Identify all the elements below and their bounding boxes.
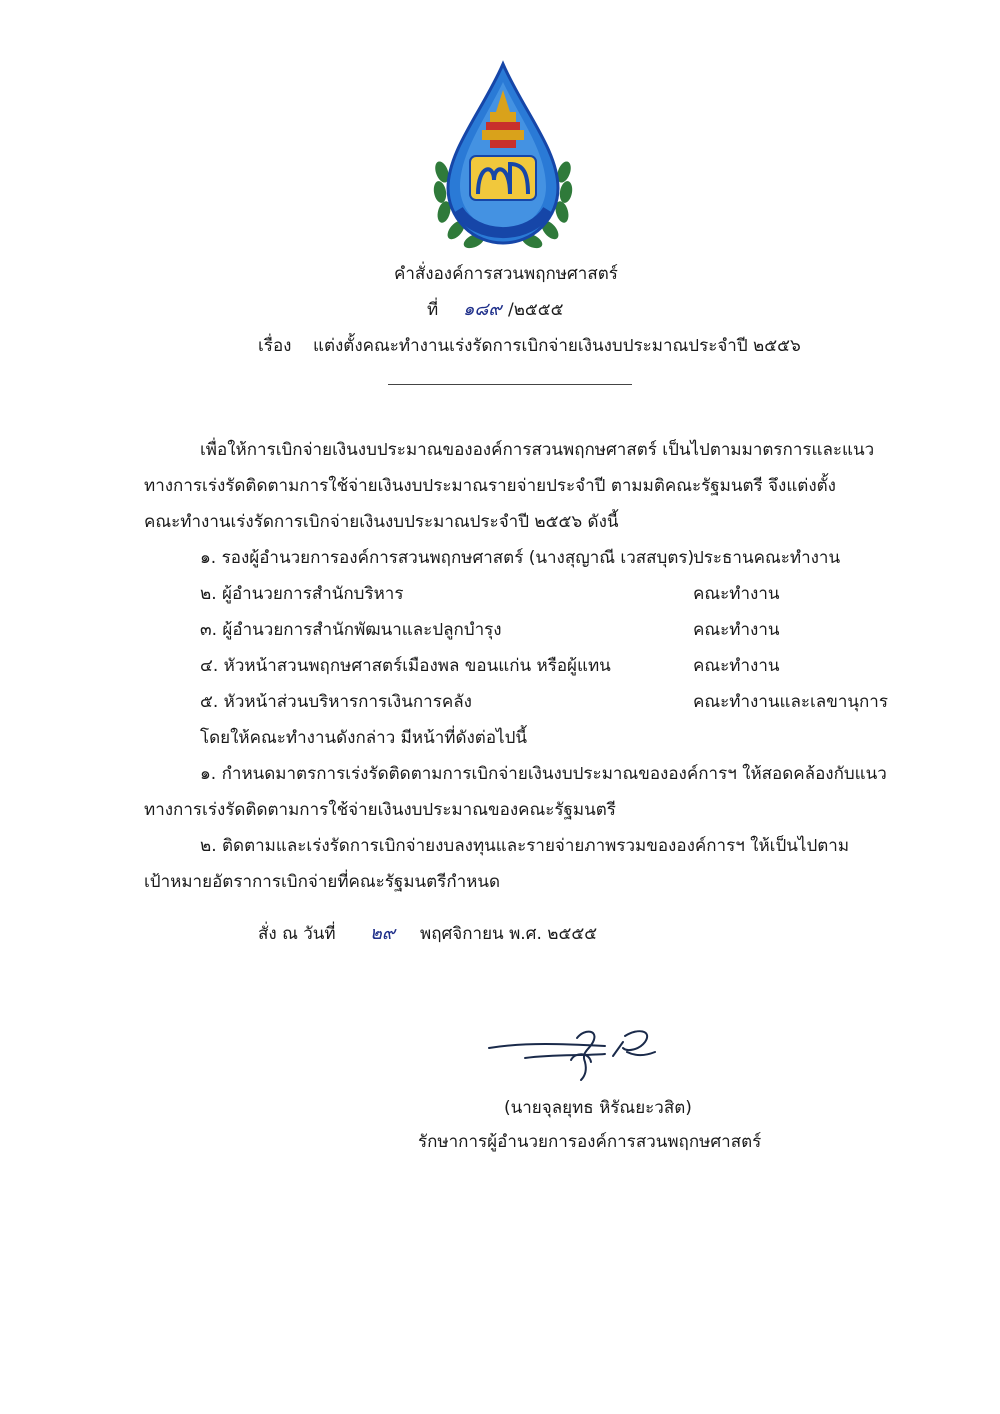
order-number-year: /๒๕๕๕	[508, 300, 564, 320]
member-3: ๓. ผู้อำนวยการสำนักพัฒนาและปลูกบำรุง	[200, 620, 502, 640]
signer-name: (นายจุลยุทธ หิรัณยะวสิต)	[504, 1098, 692, 1118]
duty-1-line-2: ทางการเร่งรัดติดตามการใช้จ่ายเงินงบประมาณของคณะรัฐมนตรี	[144, 800, 616, 820]
signer-position: รักษาการผู้อำนวยการองค์การสวนพฤกษศาสตร์	[418, 1132, 762, 1152]
duty-2-line-2: เป้าหมายอัตราการเบิกจ่ายที่คณะรัฐมนตรีกำหนด	[144, 872, 501, 892]
subject-label: เรื่อง	[258, 336, 292, 356]
date-prefix: สั่ง ณ วันที่	[258, 924, 336, 944]
date-month-year: พฤศจิกายน พ.ศ. ๒๕๕๕	[420, 924, 598, 944]
member-3-role: คณะทำงาน	[693, 620, 780, 640]
intro-line-3: คณะทำงานเร่งรัดการเบิกจ่ายเงินงบประมาณประจำปี ๒๕๕๖ ดังนี้	[144, 512, 619, 532]
header-divider	[388, 384, 632, 385]
member-1: ๑. รองผู้อำนวยการองค์การสวนพฤกษศาสตร์ (นางสุญาณี เวสสบุตร)	[200, 548, 695, 568]
intro-line-2: ทางการเร่งรัดติดตามการใช้จ่ายเงินงบประมาณรายจ่ายประจำปี ตามมติคณะรัฐมนตรี จึงแต่งตั้ง	[144, 476, 836, 496]
date-day-handwritten: ๒๙	[370, 923, 396, 944]
member-2: ๒. ผู้อำนวยการสำนักบริหาร	[200, 584, 404, 604]
member-1-role: ประธานคณะทำงาน	[693, 548, 841, 568]
handwritten-signature	[485, 1022, 675, 1084]
monogram-icon	[470, 156, 536, 200]
duty-1-line-1: ๑. กำหนดมาตรการเร่งรัดติดตามการเบิกจ่ายเงินงบประมาณขององค์การฯ ให้สอดคล้องกับแนว	[200, 764, 887, 784]
intro-line-1: เพื่อให้การเบิกจ่ายเงินงบประมาณขององค์การสวนพฤกษศาสตร์ เป็นไปตามมาตรการและแนว	[200, 440, 875, 460]
order-number-handwritten: ๑๘๙	[463, 299, 502, 320]
emblem-logo	[428, 60, 578, 252]
member-4: ๔. หัวหน้าสวนพฤกษศาสตร์เมืองพล ขอนแก่น หรือผู้แทน	[200, 656, 611, 676]
subject-text: แต่งตั้งคณะทำงานเร่งรัดการเบิกจ่ายเงินงบประมาณประจำปี ๒๕๕๖	[313, 336, 801, 356]
duties-intro: โดยให้คณะทำงานดังกล่าว มีหน้าที่ดังต่อไปนี้	[200, 728, 528, 748]
member-4-role: คณะทำงาน	[693, 656, 780, 676]
order-number-label: ที่	[427, 300, 439, 320]
member-2-role: คณะทำงาน	[693, 584, 780, 604]
order-title: คำสั่งองค์การสวนพฤกษศาสตร์	[394, 264, 618, 284]
member-5-role: คณะทำงานและเลขานุการ	[693, 692, 888, 712]
member-5: ๕. หัวหน้าส่วนบริหารการเงินการคลัง	[200, 692, 472, 712]
duty-2-line-1: ๒. ติดตามและเร่งรัดการเบิกจ่ายงบลงทุนและรายจ่ายภาพรวมขององค์การฯ ให้เป็นไปตาม	[200, 836, 850, 856]
